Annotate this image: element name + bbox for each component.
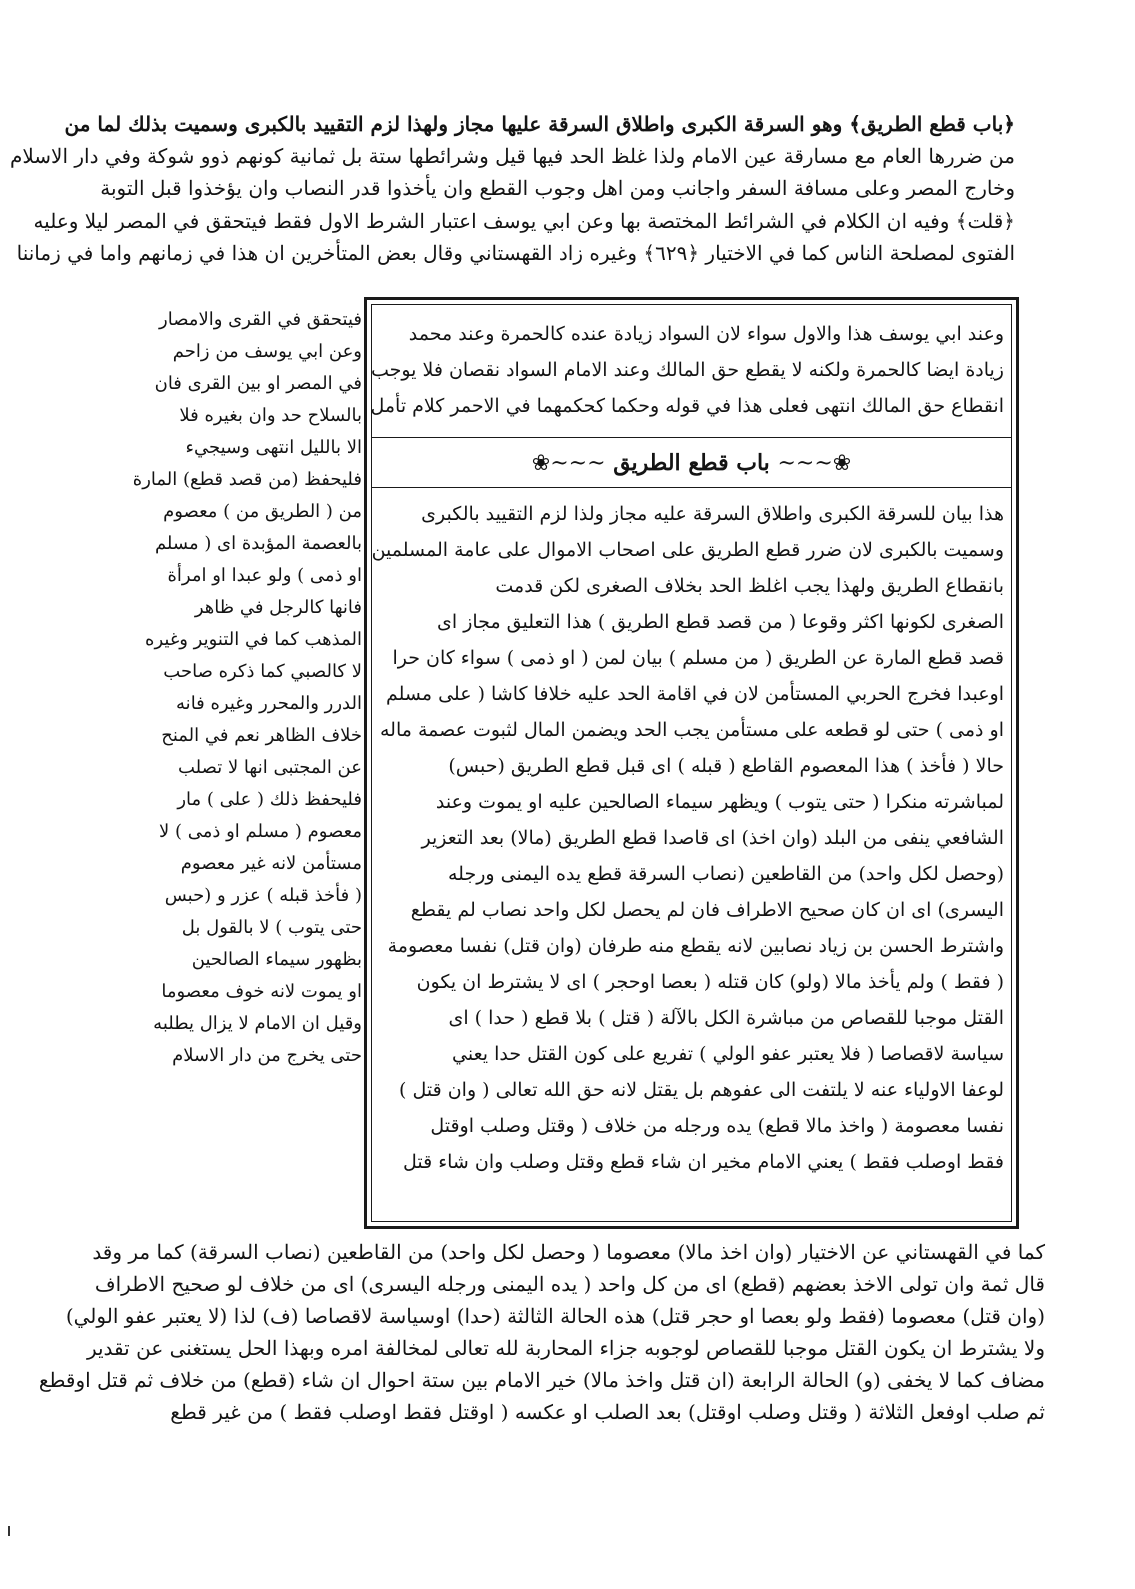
- text-line: قال ثمة وان تولى الاخذ بعضهم (قطع) اى من كل واحد ( يده اليمنى ورجله اليسرى) اى من خلاف لو صحيح الاطراف: [94, 1272, 1045, 1296]
- text-line: ( فقط ) ولم يأخذ مالا (ولو) كان قتله ( بعصا اوحجر ) اى لا يشترط ان يكون: [416, 971, 1004, 993]
- text-line: ﴿باب قطع الطريق﴾ وهو السرقة الكبرى واطلاق السرقة عليها مجاز ولهذا لزم التقييد بالكبرى وسميت بذلك لما من: [64, 112, 1015, 136]
- text-line: وسميت بالكبرى لان ضرر قطع الطريق على اصحاب الاموال على عامة المسلمين: [371, 539, 1004, 561]
- text-line: وخارج المصر وعلى مسافة السفر واجانب ومن اهل وجوب القطع وان يأخذوا قدر النصاب وان يؤخذوا قبل التوبة: [100, 176, 1015, 200]
- text-line: مضاف كما لا يخفى (و) الحالة الرابعة (ان قتل واخذ مالا) خير الامام بين ستة احوال ان شاء (قطع) من خلاف ثم قتل اوقطع: [38, 1368, 1045, 1392]
- text-line: بالسلاح حد وان بغيره فلا: [179, 405, 362, 426]
- text-line: مستأمن لانه غير معصوم: [180, 853, 362, 874]
- text-line: الشافعي ينفى من البلد (وان اخذ) اى قاصدا قطع الطريق (مالا) بعد التعزير: [421, 827, 1004, 849]
- text-line: فليحفظ (من قصد قطع) المارة: [132, 469, 362, 490]
- text-line: سياسة لاقصاصا ( فلا يعتبر عفو الولي ) تفريع على كون القتل حدا يعني: [452, 1043, 1004, 1065]
- text-line: ﴿قلت﴾ وفيه ان الكلام في الشرائط المختصة بها وعن ابي يوسف اعتبار الشرط الاول فقط فيتحقق في المصر ليلا وعليه: [33, 209, 1015, 233]
- text-line: واشترط الحسن بن زياد نصابين لانه يقطع منه طرفان (وان قتل) نفسا معصومة: [387, 935, 1004, 957]
- text-line: زيادة ايضا كالحمرة ولكنه لا يقطع حق المالك وعند الامام السواد نقصان فلا يوجب: [370, 359, 1004, 381]
- text-line: فقط اوصلب فقط ) يعني الامام مخير ان شاء قطع وقتل وصلب وان شاء قتل: [402, 1151, 1004, 1173]
- text-line: لوعفا الاولياء عنه لا يلتفت الى عفوهم بل يقتل لانه حق الله تعالى ( وان قتل ): [399, 1079, 1004, 1101]
- text-line: بالعصمة المؤبدة اى ( مسلم: [154, 533, 362, 554]
- text-line: بظهور سيماء الصالحين: [191, 949, 362, 970]
- text-line: فيتحقق في القرى والامصار: [159, 309, 362, 330]
- text-line: وعند ابي يوسف هذا والاول سواء لان السواد زيادة عنده كالحمرة وعند محمد: [408, 323, 1004, 345]
- chapter-title: باب قطع الطريق: [613, 450, 770, 476]
- text-line: خلاف الظاهر نعم في المنح: [161, 725, 362, 746]
- text-line: (وحصل لكل واحد) من القاطعين (نصاب السرقة قطع يده اليمنى ورجله: [448, 863, 1004, 885]
- text-line: ثم صلب اوفعل الثلاثة ( وقتل وصلب اوقتل) بعد الصلب او عكسه ( اوقتل فقط اوصلب فقط ) من غير قطع: [170, 1400, 1045, 1424]
- text-line: الصغرى لكونها اكثر وقوعا ( من قصد قطع الطريق ) هذا التعليق مجاز اى: [437, 611, 1004, 633]
- text-line: الدرر والمحرر وغيره فانه: [176, 693, 362, 714]
- text-line: وقيل ان الامام لا يزال يطلبه: [153, 1013, 362, 1034]
- text-line: نفسا معصومة ( واخذ مالا قطع) يده ورجله من خلاف ( وقتل وصلب اوقتل: [430, 1115, 1004, 1137]
- text-line: عن المجتبى انها لا تصلب: [177, 757, 362, 778]
- frame-inner-border: [371, 304, 1012, 1222]
- text-line: معصوم ( مسلم او ذمى ) لا: [158, 821, 362, 842]
- divider: [372, 437, 1011, 438]
- text-line: او ذمى ) حتى لو قطعه على مستأمن يجب الحد ويضمن المال لثبوت عصمة ماله: [379, 719, 1004, 741]
- chapter-heading: [372, 443, 1011, 484]
- text-line: حتى يخرج من دار الاسلام: [172, 1045, 362, 1066]
- text-line: في المصر او بين القرى فان: [154, 373, 362, 394]
- text-line: حتى يتوب ) لا بالقول بل: [181, 917, 362, 938]
- divider: [372, 487, 1011, 488]
- text-line: وعن ابي يوسف من زاحم: [172, 341, 362, 362]
- text-line: حالا ( فأخذ ) هذا المعصوم القاطع ( قبله ) اى قبل قطع الطريق (حبس): [448, 755, 1004, 777]
- text-line: او يموت لانه خوف معصوما: [161, 981, 362, 1002]
- scan-speck: [8, 1526, 10, 1536]
- text-line: ( فأخذ قبله ) عزر و (حبس: [164, 885, 362, 906]
- text-line: الا بالليل انتهى وسيجيء: [185, 437, 362, 458]
- text-line: من ( الطريق من ) معصوم: [163, 501, 362, 522]
- text-line: المذهب كما في التنوير وغيره: [145, 629, 362, 650]
- text-line: فليحفظ ذلك ( على ) مار: [177, 789, 362, 810]
- text-line: (وان قتل) معصوما (فقط ولو بعصا او حجر قتل) هذه الحالة الثالثة (حدا) اوسياسة لاقصاصا (ف) لذا (لا يعتبر عفو الولي): [65, 1304, 1045, 1328]
- text-line: اليسرى) اى ان كان صحيح الاطراف فان لم يحصل لكل واحد نصاب لم يقطع: [410, 899, 1004, 921]
- text-line: بانقطاع الطريق ولهذا يجب اغلظ الحد بخلاف الصغرى لكن قدمت: [495, 575, 1004, 597]
- main-text-frame: [364, 297, 1019, 1229]
- text-line: لا كالصبي كما ذكره صاحب: [163, 661, 362, 682]
- text-line: اوعبدا فخرج الحربي المستأمن لان في اقامة الحد عليه خلافا كاشا ( على مسلم: [385, 683, 1004, 705]
- text-line: انقطاع حق المالك انتهى فعلى هذا في قوله وحكما كحكمهما في الاحمر كلام تأمل: [370, 395, 1004, 417]
- text-line: او ذمى ) ولو عبدا او امرأة: [167, 565, 362, 586]
- text-line: قصد قطع المارة عن الطريق ( من مسلم ) بيان لمن ( او ذمى ) سواء كان حرا: [392, 647, 1004, 669]
- text-line: لمباشرته منكرا ( حتى يتوب ) ويظهر سيماء الصالحين عليه او يموت وعند: [435, 791, 1004, 813]
- text-line: الفتوى لمصلحة الناس كما في الاختيار ﴿٦٢٩﴾ وغيره زاد القهستاني وقال بعض المتأخرين ان هذا في زمانهم واما في زماننا: [16, 241, 1015, 265]
- text-line: هذا بيان للسرقة الكبرى واطلاق السرقة عليه مجاز ولذا لزم التقييد بالكبرى: [421, 503, 1004, 525]
- text-line: ولا يشترط ان يكون القتل موجبا للقصاص لوجوبه جزاء المحاربة لله تعالى لمخالفة امره وبهذا الحل يستغنى عن تقدير: [86, 1336, 1045, 1360]
- text-line: من ضررها العام مع مسارقة عين الامام ولذا غلظ الحد فيها قيل وشرائطها ستة بل ثمانية كونهم ذوو شوكة وفي دار الاسلام: [9, 144, 1015, 168]
- text-line: كما في القهستاني عن الاختيار (وان اخذ مالا) معصوما ( وحصل لكل واحد) من القاطعين (نصاب السرقة) كما مر وقد: [92, 1240, 1045, 1264]
- ornament-left-icon: ~~~❀: [531, 451, 606, 476]
- text-line: القتل موجبا للقصاص من مباشرة الكل بالآلة ( قتل ) بلا قطع ( حدا ) اى: [448, 1007, 1004, 1029]
- text-line: فانها كالرجل في ظاهر: [194, 597, 362, 618]
- ornament-right-icon: ❀~~~: [777, 451, 852, 476]
